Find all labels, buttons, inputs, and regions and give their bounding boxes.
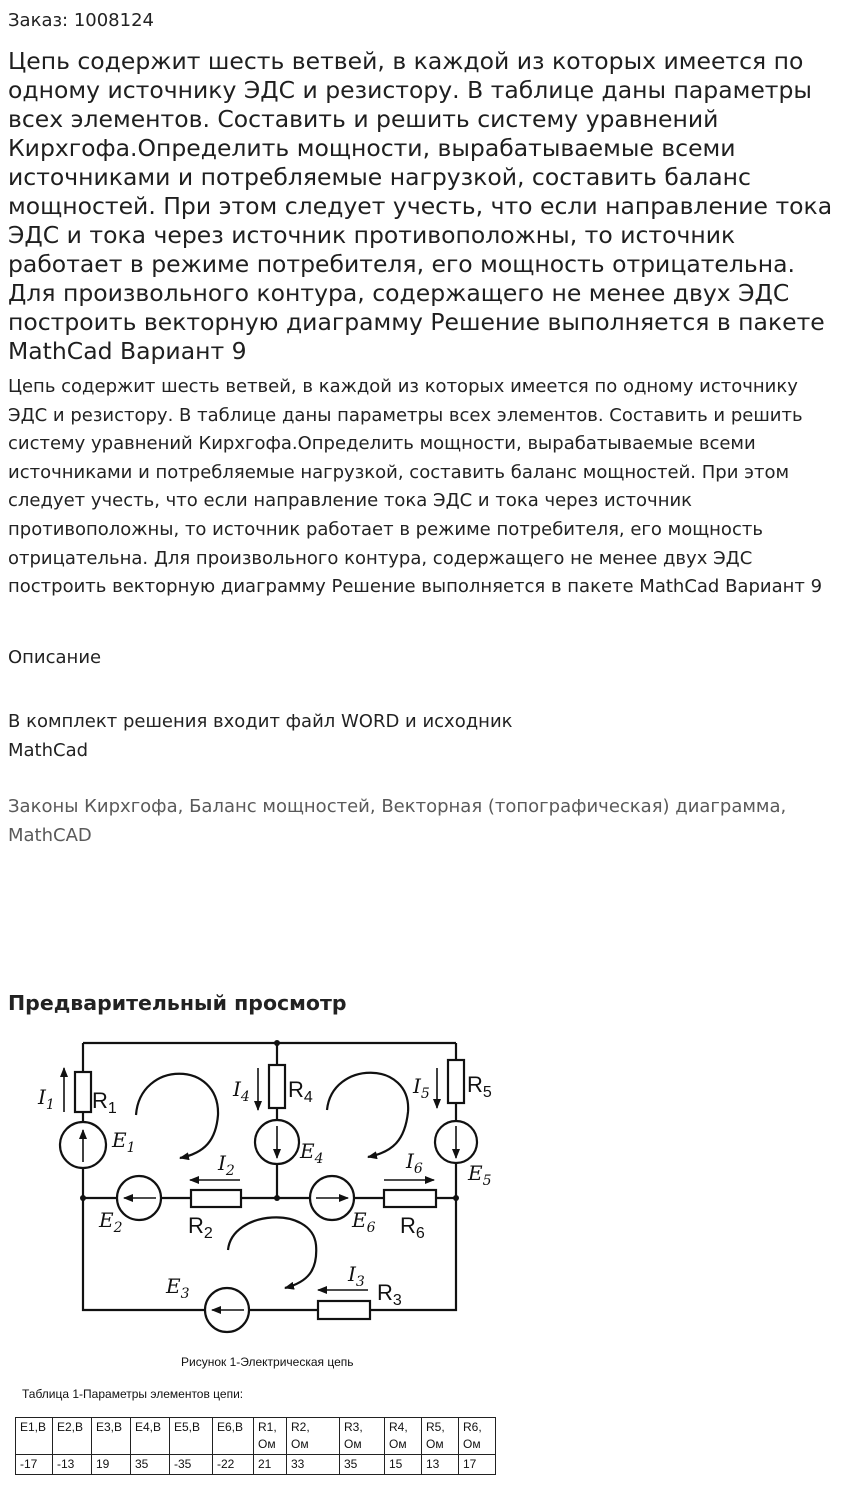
header-r3: R3, Ом (340, 1418, 385, 1455)
page-title: Цепь содержит шесть ветвей, в каждой из которых имеется по одному источнику ЭДС и резистору. В таблице даны параметры всех элементов. Составить и решить систему уравнений Кирхгофа.Определить мощности, вырабатываемые всеми источниками и потребляемые нагрузкой, составить баланс мощностей. При этом следует учесть, что если направление тока ЭДС и тока через источник противоположны, то источник работает в режиме потребителя, его мощность отрицательна. Для произвольного контура, содержащего не менее двух ЭДС построить векторную диаграмму Решение выполняется в пакете MathCad Вариант 9 (8, 47, 833, 365)
table-cell-e4: 35 (131, 1455, 170, 1475)
table-cell-r4: 15 (385, 1455, 422, 1475)
table-header-row (16, 1418, 496, 1455)
loop-arrow-bottom (228, 1217, 316, 1288)
header-r2: R2, Ом (287, 1418, 340, 1455)
loop-arrow-right (327, 1073, 408, 1157)
tag-separator: , (369, 796, 382, 817)
section-description-heading: Описание (8, 647, 102, 668)
table-cell-r3: 35 (340, 1455, 385, 1475)
figure-caption: Рисунок 1-Электрическая цепь (181, 1355, 354, 1369)
header-e2: E2,В (53, 1418, 92, 1455)
table-cell-e3: 19 (92, 1455, 131, 1475)
label-r5: $R_5$ (467, 1072, 492, 1101)
table-row (16, 1455, 496, 1475)
label-e6: $E_6$ (352, 1208, 376, 1236)
node-center (274, 1195, 280, 1201)
description-text: Цепь содержит шесть ветвей, в каждой из которых имеется по одному источнику ЭДС и резистору. В таблице даны параметры всех элементов. Составить и решить систему уравнений Кирхгофа.Определить мощности, вырабатываемые всеми источниками и потребляемые нагрузкой, составить баланс мощностей. При этом следует учесть, что если направление тока ЭДС и тока через источник противоположны, то источник работает в режиме потребителя, его мощность отрицательна. Для произвольного контура, содержащего не менее двух ЭДС построить векторную диаграмму Решение выполняется в пакете MathCad Вариант 9 (8, 376, 823, 598)
resistor-r4 (269, 1065, 285, 1108)
node-right (453, 1195, 459, 1201)
header-e1: E1,В (16, 1418, 53, 1455)
tag-link-kirchhoff[interactable]: Законы Кирхгофа (8, 796, 178, 817)
label-i4: $I_4$ (233, 1077, 250, 1105)
label-r4: $R_4$ (288, 1077, 313, 1106)
label-r6: $R_6$ (400, 1213, 425, 1242)
label-i1: $I_1$ (38, 1085, 55, 1113)
resistor-r3 (318, 1301, 370, 1319)
resistor-r1 (75, 1072, 91, 1112)
header-e6: E6,В (213, 1418, 254, 1455)
label-r1: $R_1$ (92, 1088, 117, 1117)
table-cell-e5: -35 (170, 1455, 213, 1475)
tag-separator: , (177, 796, 190, 817)
header-r1: R1, Ом (254, 1418, 287, 1455)
label-i2: $I_2$ (218, 1151, 235, 1179)
resistor-r6 (384, 1190, 436, 1207)
header-r4: R4, Ом (385, 1418, 422, 1455)
label-i6: $I_6$ (406, 1149, 423, 1177)
table-cell-r1: 21 (254, 1455, 287, 1475)
tag-link-power-balance[interactable]: Баланс мощностей (189, 796, 370, 817)
table-cell-r2: 33 (287, 1455, 340, 1475)
label-i5: $I_5$ (413, 1074, 430, 1102)
kit-contents-text: В комплект решения входит файл WORD и исходник MathCad (8, 711, 513, 761)
order-number: Заказ: 1008124 (8, 10, 154, 31)
tag-list (8, 793, 838, 850)
preview-heading: Предварительный просмотр (8, 991, 347, 1015)
label-r3: $R_3$ (377, 1280, 402, 1309)
tag-separator: , (780, 796, 787, 817)
node-left (80, 1195, 86, 1201)
label-r2: $R_2$ (188, 1213, 213, 1242)
label-e1: $E_1$ (112, 1128, 136, 1156)
header-e4: E4,В (131, 1418, 170, 1455)
header-e3: E3,В (92, 1418, 131, 1455)
resistor-r2 (191, 1190, 241, 1207)
table-caption: Таблица 1-Параметры элементов цепи: (22, 1387, 244, 1401)
label-e2: $E_2$ (99, 1208, 123, 1236)
parameters-table (15, 1417, 496, 1475)
table-cell-e6: -22 (213, 1455, 254, 1475)
resistor-r5 (448, 1060, 464, 1103)
tag-link-mathcad[interactable]: MathCAD (8, 824, 92, 846)
label-i3: $I_3$ (348, 1262, 365, 1290)
loop-arrow-left (136, 1074, 218, 1158)
table-cell-e1: -17 (16, 1455, 53, 1475)
header-r5: R5, Ом (422, 1418, 459, 1455)
circuit-diagram (14, 1028, 514, 1344)
table-cell-r6: 17 (459, 1455, 496, 1475)
header-e5: E5,В (170, 1418, 213, 1455)
node-top (274, 1040, 280, 1046)
tag-link-vector-diagram[interactable]: Векторная (топографическая) диаграмма (381, 796, 781, 817)
label-e5: $E_5$ (468, 1161, 492, 1189)
header-r6: R6, Ом (459, 1418, 496, 1455)
label-e3: $E_3$ (166, 1274, 190, 1302)
label-e4: $E_4$ (300, 1139, 324, 1167)
table-cell-r5: 13 (422, 1455, 459, 1475)
table-cell-e2: -13 (53, 1455, 92, 1475)
